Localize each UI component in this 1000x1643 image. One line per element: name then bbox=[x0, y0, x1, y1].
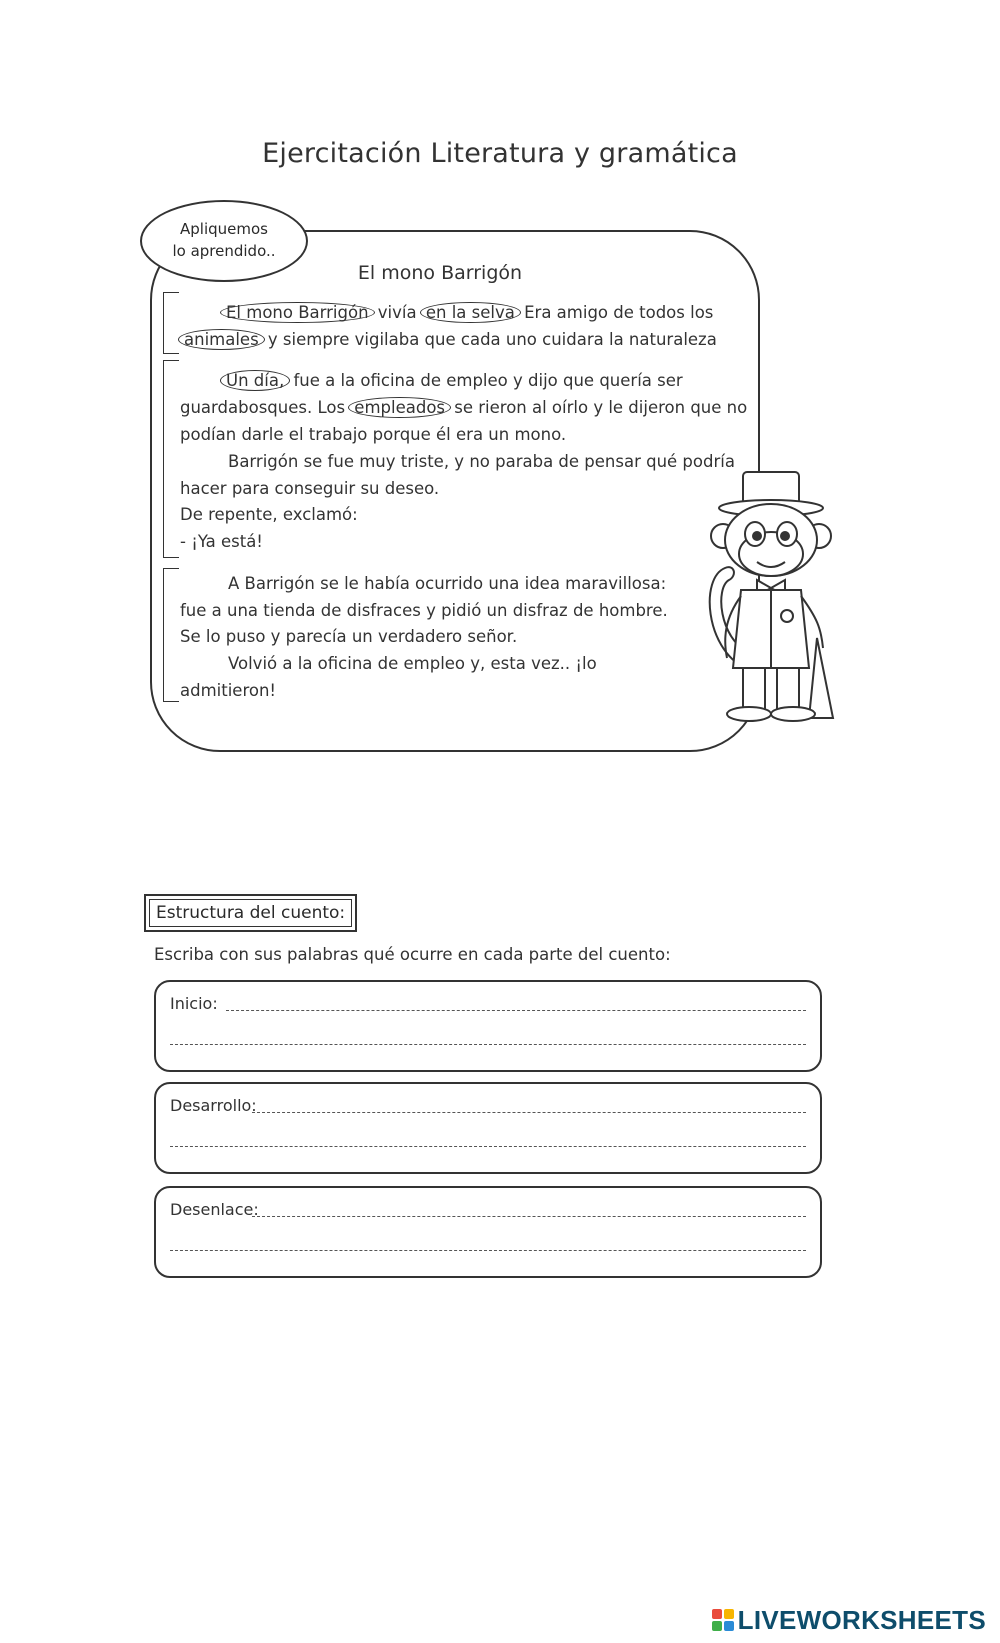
story-line: admitieron! bbox=[180, 681, 277, 700]
bracket-desenlace bbox=[163, 568, 179, 702]
desarrollo-answer-box[interactable] bbox=[154, 1082, 822, 1174]
story-text: y siempre vigilaba que cada uno cuidara la naturaleza bbox=[262, 330, 717, 349]
story-line: Barrigón se fue muy triste, y no paraba de pensar qué podría bbox=[228, 452, 735, 471]
logo-square bbox=[712, 1621, 722, 1631]
story-line: hacer para conseguir su deseo. bbox=[180, 479, 440, 498]
answer-line[interactable] bbox=[252, 1216, 806, 1217]
story-text: guardabosques. Los bbox=[180, 398, 351, 417]
logo-square bbox=[712, 1609, 722, 1619]
desenlace-label: Desenlace: bbox=[170, 1200, 259, 1219]
circled-characters: animales bbox=[178, 329, 265, 350]
answer-line[interactable] bbox=[252, 1112, 806, 1113]
logo-icon bbox=[712, 1609, 734, 1631]
circled-time: Un día, bbox=[220, 370, 290, 391]
story-line: podían darle el trabajo porque él era un mono. bbox=[180, 425, 567, 444]
story-line bbox=[222, 301, 713, 325]
monkey-illustration bbox=[705, 468, 855, 728]
story-line bbox=[180, 328, 717, 352]
answer-line[interactable] bbox=[170, 1250, 806, 1251]
inicio-answer-box[interactable] bbox=[154, 980, 822, 1072]
circled-place: en la selva bbox=[420, 302, 521, 323]
desenlace-answer-box[interactable] bbox=[154, 1186, 822, 1278]
bubble-line-2: lo aprendido.. bbox=[172, 242, 276, 260]
story-line: Volvió a la oficina de empleo y, esta vez.. ¡lo bbox=[228, 654, 597, 673]
story-text: vivía bbox=[372, 303, 422, 322]
story-line: De repente, exclamó: bbox=[180, 505, 358, 524]
logo-square bbox=[724, 1621, 734, 1631]
structure-label: Estructura del cuento: bbox=[149, 899, 352, 927]
logo-square bbox=[724, 1609, 734, 1619]
inicio-label: Inicio: bbox=[170, 994, 218, 1013]
logo-text: LIVEWORKSHEETS bbox=[737, 1604, 986, 1635]
story-text: fue a la oficina de empleo y dijo que quería ser bbox=[288, 371, 683, 390]
answer-line[interactable] bbox=[170, 1044, 806, 1045]
story-line bbox=[180, 396, 747, 420]
desarrollo-label: Desarrollo: bbox=[170, 1096, 257, 1115]
story-line bbox=[222, 369, 683, 393]
answer-line[interactable] bbox=[226, 1010, 806, 1011]
story-line: A Barrigón se le había ocurrido una idea maravillosa: bbox=[228, 574, 667, 593]
story-line: fue a una tienda de disfraces y pidió un disfraz de hombre. bbox=[180, 601, 668, 620]
bubble-line-1: Apliquemos bbox=[180, 220, 268, 238]
story-text: Era amigo de todos los bbox=[518, 303, 714, 322]
structure-label-box bbox=[144, 894, 357, 932]
page-title: Ejercitación Literatura y gramática bbox=[262, 138, 738, 169]
story-line: Se lo puso y parecía un verdadero señor. bbox=[180, 627, 518, 646]
answer-line[interactable] bbox=[170, 1146, 806, 1147]
story-line: - ¡Ya está! bbox=[180, 532, 263, 551]
instruction-text: Escriba con sus palabras qué ocurre en cada parte del cuento: bbox=[154, 945, 671, 964]
bracket-desarrollo bbox=[163, 360, 179, 558]
liveworksheets-logo bbox=[712, 1605, 986, 1635]
bracket-inicio bbox=[163, 292, 179, 354]
story-text: se rieron al oírlo y le dijeron que no bbox=[449, 398, 748, 417]
circled-characters: empleados bbox=[348, 397, 451, 418]
circled-character: El mono Barrigón bbox=[220, 302, 375, 323]
story-title: El mono Barrigón bbox=[357, 262, 523, 284]
